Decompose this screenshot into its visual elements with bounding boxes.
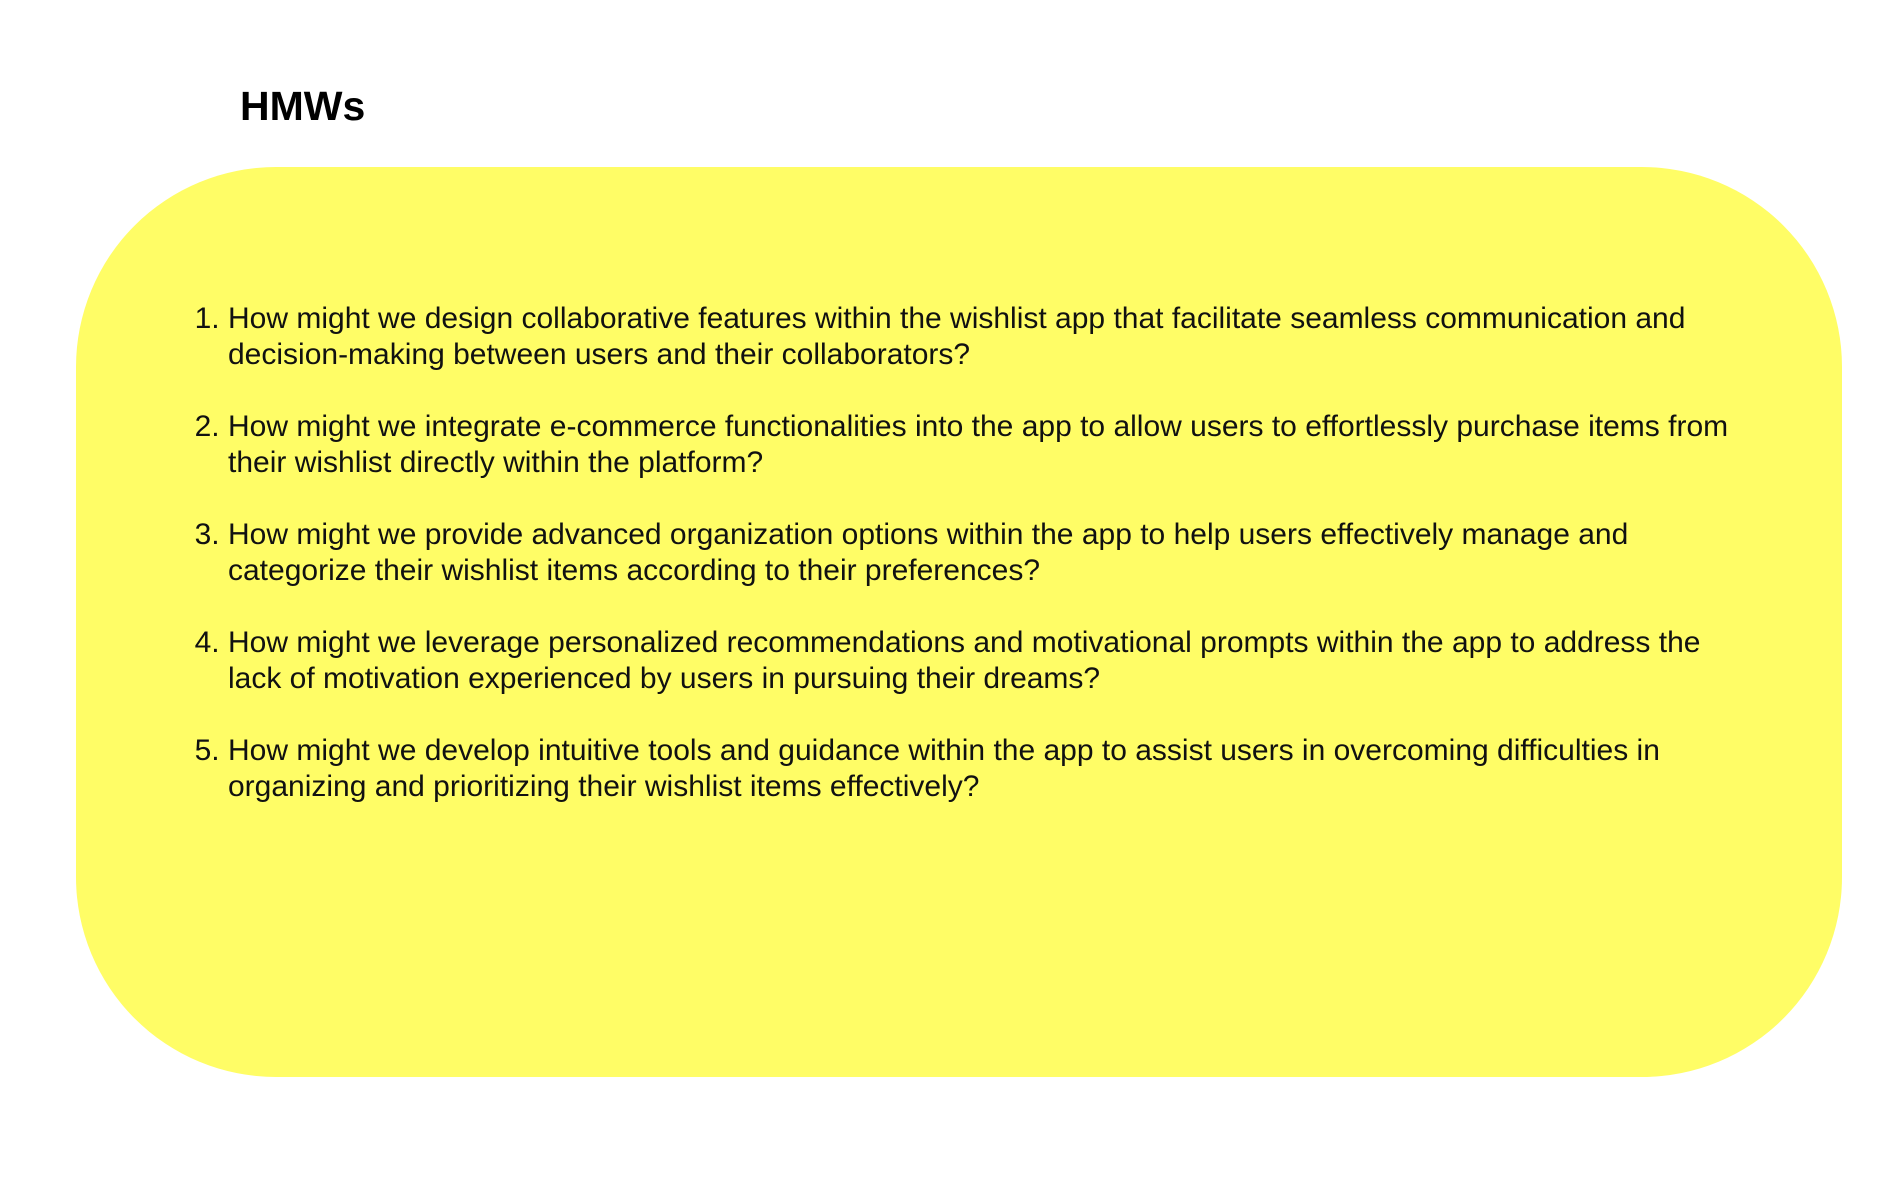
hmw-number: 3. [194,518,220,551]
hmw-item-4 [180,625,1740,697]
hmw-text: How might we develop intuitive tools and guidance within the app to assist users in overcoming difficulties in organizing and prioritizing their wishlist items effectively? [228,734,1660,803]
hmw-text: How might we leverage personalized recommendations and motivational prompts within the app to address the lack of motivation experienced by users in pursuing their dreams? [228,626,1701,695]
hmw-item-1 [180,301,1740,373]
hmw-number: 5. [194,734,220,767]
page-title: HMWs [240,83,366,129]
hmw-list [180,301,1740,841]
hmw-number: 4. [194,626,220,659]
hmw-text: How might we integrate e-commerce functionalities into the app to allow users to effortlessly purchase items from their wishlist directly within the platform? [228,410,1729,479]
hmw-text: How might we provide advanced organization options within the app to help users effectively manage and categorize their wishlist items according to their preferences? [228,518,1629,587]
hmw-item-5 [180,733,1740,805]
hmw-number: 2. [194,410,220,443]
hmw-text: How might we design collaborative features within the wishlist app that facilitate seamless communication and decision-making between users and their collaborators? [228,302,1686,371]
hmw-item-3 [180,517,1740,589]
hmw-number: 1. [194,302,220,335]
hmw-item-2 [180,409,1740,481]
